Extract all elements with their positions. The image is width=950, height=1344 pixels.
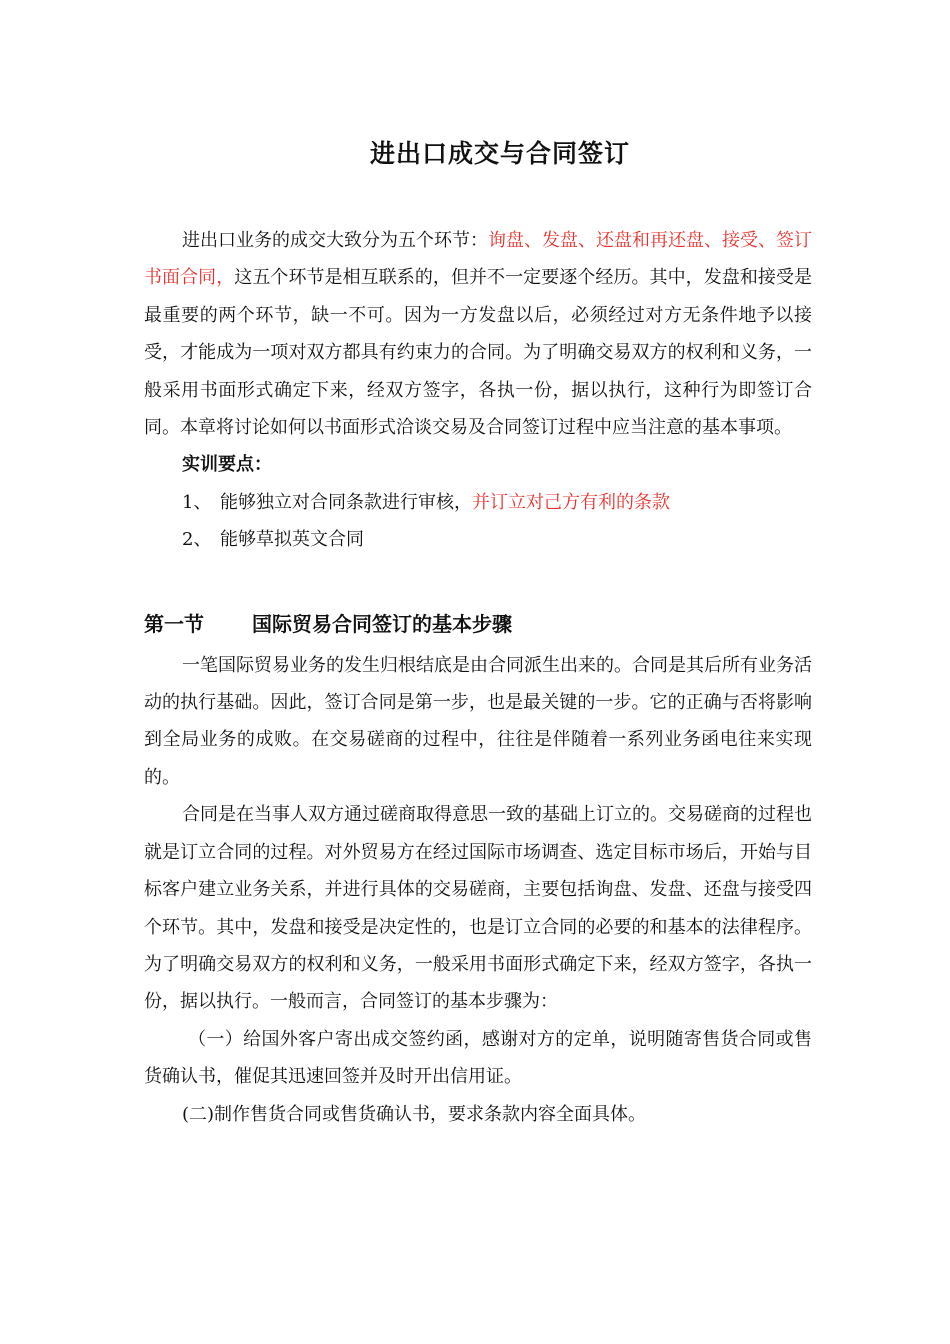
- document-title: 进出口成交与合同签订: [369, 139, 630, 168]
- key-point-item: [144, 521, 812, 558]
- section-title: 国际贸易合同签订的基本步骤: [252, 611, 512, 636]
- section-heading: [144, 604, 812, 644]
- key-points-heading: 实训要点：: [182, 454, 272, 476]
- step-item: （一）给国外客户寄出成交签约函，感谢对方的定单，说明随寄售货合同或售货确认书，催促其迅速回签并及时开出信用证。: [144, 1028, 812, 1088]
- key-point-text: 能够独立对合同条款进行审核，: [220, 491, 472, 513]
- document-body: [144, 222, 812, 1133]
- intro-paragraph: [144, 222, 812, 446]
- step-item: (二)制作售货合同或售货确认书，要求条款内容全面具体。: [182, 1103, 647, 1125]
- key-point-item: [144, 484, 812, 521]
- intro-lead: 进出口业务的成交大致分为五个环节：: [182, 230, 488, 251]
- section-paragraph: 一笔国际贸易业务的发生归根结底是由合同派生出来的。合同是其后所有业务活动的执行基础。因此，签订合同是第一步，也是最关键的一步。它的正确与否将影响到全局业务的成败。在交易磋商的过程中，往往是伴随着一系列业务函电往来实现的。: [144, 654, 812, 788]
- intro-rest: 这五个环节是相互联系的，但并不一定要逐个经历。其中，发盘和接受是最重要的两个环节，缺一不可。因为一方发盘以后，必须经过对方无条件地予以接受，才能成为一项对双方都具有约束力的合同。为了明确交易双方的权利和义务，一般采用书面形式确定下来，经双方签字，各执一份，据以执行，这种行为即签订合同。本章将讨论如何以书面形式洽谈交易及合同签订过程中应当注意的基本事项。: [144, 267, 813, 439]
- key-point-number: 2、: [182, 529, 212, 551]
- section-paragraph: 合同是在当事人双方通过磋商取得意思一致的基础上订立的。交易磋商的过程也就是订立合同的过程。对外贸易方在经过国际市场调查、选定目标市场后，开始与目标客户建立业务关系，并进行具体的交易磋商，主要包括询盘、发盘、还盘与接受四个环节。其中，发盘和接受是决定性的，也是订立合同的必要的和基本的法律程序。为了明确交易双方的权利和义务，一般采用书面形式确定下来，经双方签字，各执一份，据以执行。一般而言，合同签订的基本步骤为：: [144, 804, 812, 1013]
- key-point-highlight: 并订立对己方有利的条款: [472, 491, 670, 513]
- key-point-text: 能够草拟英文合同: [220, 529, 364, 551]
- key-point-number: 1、: [182, 491, 212, 513]
- intro-stages-highlight: 询盘、发盘、还盘和再还盘、接受、签订书面合同，: [144, 230, 812, 289]
- section-label: 第一节: [144, 611, 204, 636]
